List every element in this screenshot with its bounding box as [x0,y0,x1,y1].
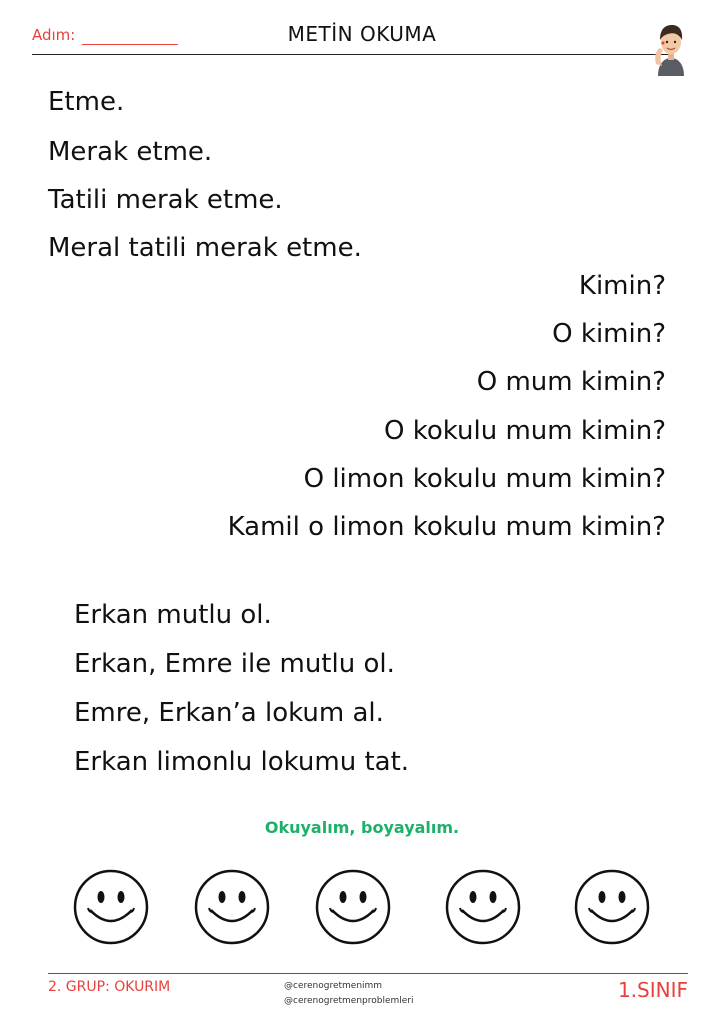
group-label: 2. GRUP: OKURIM [48,979,171,995]
sentence-line: Meral tatili merak etme. [48,233,362,263]
header-divider [32,54,672,55]
page-title: METİN OKUMA [287,22,437,46]
sentence-line: Erkan limonlu lokumu tat. [74,747,410,777]
smiley-face-icon[interactable] [314,868,392,946]
smiley-face-icon[interactable] [193,868,271,946]
name-label: Adım: [32,26,76,44]
footer-divider [48,973,688,974]
sentence-line: Emre, Erkan’a lokum al. [74,698,384,728]
social-handle: @cerenogretmenproblemleri [284,996,414,1006]
question-line: O kokulu mum kimin? [384,416,666,446]
social-handle: @cerenogretmenimm [284,981,383,991]
sentence-line: Etme. [48,87,125,117]
smiley-face-icon[interactable] [444,868,522,946]
question-line: O kimin? [552,319,666,349]
activity-prompt: Okuyalım, boyayalım. [264,818,460,837]
question-line: O mum kimin? [476,367,666,397]
sentence-line: Erkan mutlu ol. [74,600,272,630]
question-line: Kamil o limon kokulu mum kimin? [227,512,666,542]
sentence-line: Merak etme. [48,137,213,167]
sentence-line: Erkan, Emre ile mutlu ol. [74,649,395,679]
smiley-face-icon[interactable] [72,868,150,946]
smiley-face-icon[interactable] [573,868,651,946]
sentence-line: Tatili merak etme. [48,185,283,215]
grade-label: 1.SINIF [617,978,688,1002]
avatar-icon [652,20,690,76]
question-line: Kimin? [578,271,666,301]
question-line: O limon kokulu mum kimin? [303,464,666,494]
